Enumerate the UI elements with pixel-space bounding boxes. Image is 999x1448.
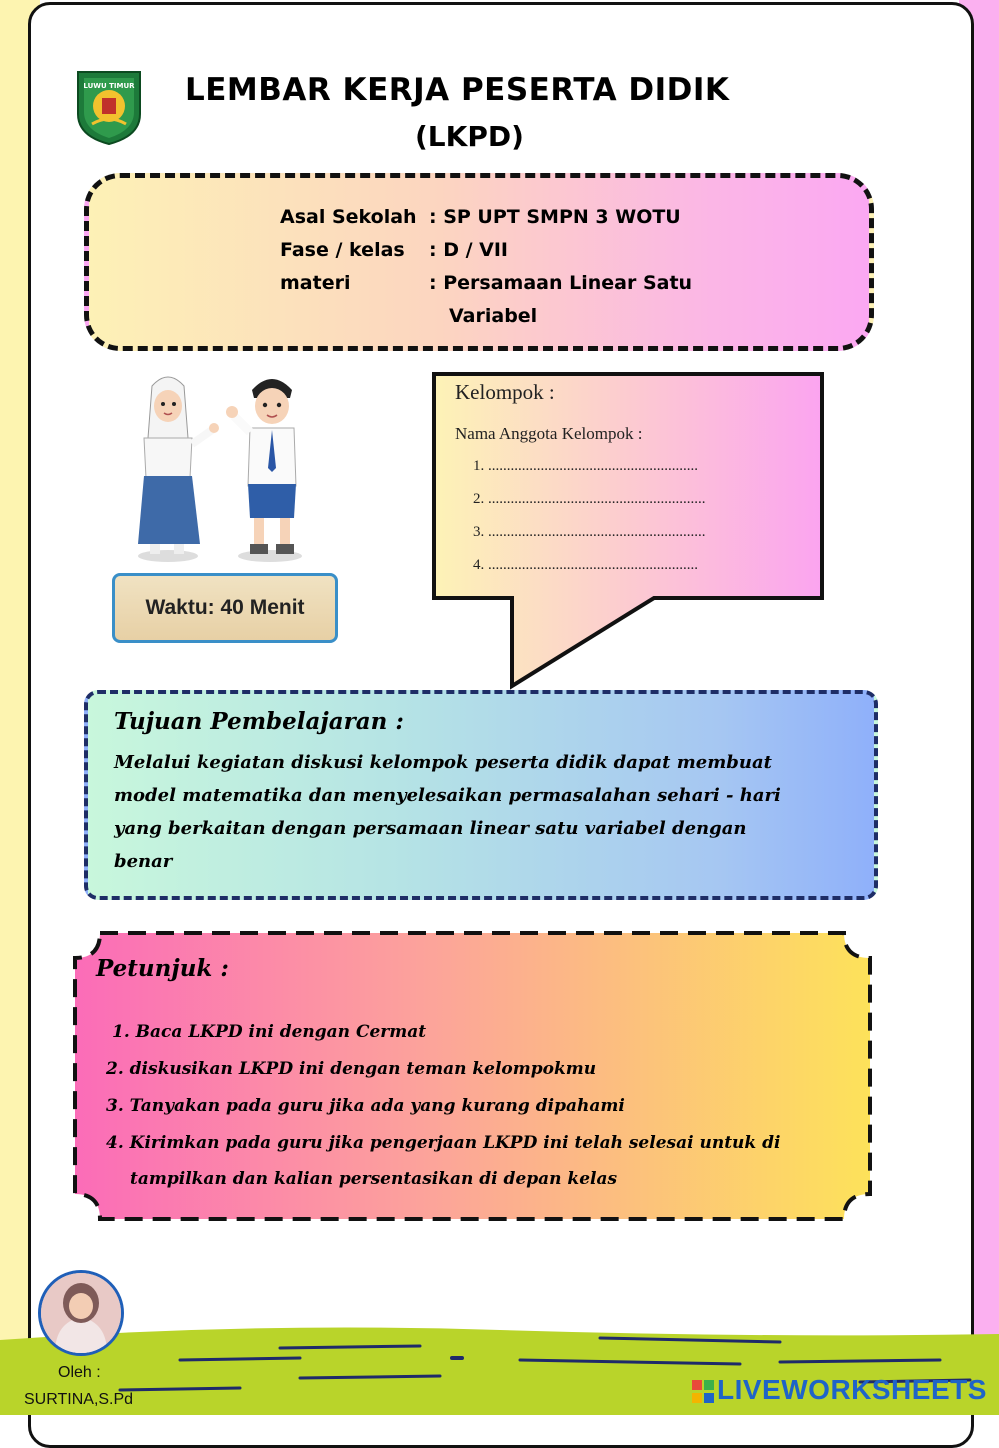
liveworksheets-text: LIVEWORKSHEETS (717, 1374, 987, 1405)
school-label: Asal Sekolah (280, 206, 417, 228)
members-label: Nama Anggota Kelompok : (455, 424, 643, 443)
author-name: SURTINA,S.Pd (24, 1391, 134, 1408)
class-value: : D / VII (429, 239, 508, 261)
liveworksheets-brand[interactable] (692, 1374, 987, 1406)
material-value: : Persamaan Linear Satu (429, 272, 693, 294)
page-subtitle: (LKPD) (415, 120, 524, 153)
students-illustration (130, 368, 320, 568)
objective-title: Tujuan Pembelajaran : (114, 708, 404, 735)
class-label: Fase / kelas (280, 239, 405, 261)
learning-objective-box (84, 690, 878, 900)
svg-text:LUWU TIMUR: LUWU TIMUR (83, 82, 135, 90)
member-line-2[interactable]: 2. .......................................................... (473, 491, 706, 507)
school-value: : SP UPT SMPN 3 WOTU (429, 206, 681, 228)
luwu-timur-logo-icon (72, 66, 146, 146)
school-info-box (84, 173, 874, 351)
instruction-item-1: 1. Baca LKPD ini dengan Cermat (112, 1022, 427, 1042)
member-line-4[interactable]: 4. ........................................................ (473, 557, 698, 573)
instruction-item-3: 3. Tanyakan pada guru jika ada yang kurang dipahami (106, 1096, 625, 1116)
objective-line-2: model matematika dan menyelesaikan permasalahan sehari - hari (114, 785, 781, 806)
time-label-box: Waktu: 40 Menit (112, 573, 338, 643)
objective-line-1: Melalui kegiatan diskusi kelompok peserta didik dapat membuat (114, 752, 772, 773)
page-title: LEMBAR KERJA PESERTA DIDIK (185, 72, 730, 108)
member-line-3[interactable]: 3. .......................................................... (473, 524, 706, 540)
instruction-item-4: 4. Kirimkan pada guru jika pengerjaan LKPD ini telah selesai untuk di (106, 1133, 781, 1153)
instruction-item-2: 2. diskusikan LKPD ini dengan teman kelompokmu (106, 1059, 597, 1079)
objective-line-4: benar (114, 851, 173, 872)
member-line-1[interactable]: 1. ........................................................ (473, 458, 698, 474)
objective-line-3: yang berkaitan dengan persamaan linear satu variabel dengan (114, 818, 747, 839)
author-avatar (38, 1270, 124, 1356)
group-label: Kelompok : (455, 380, 555, 404)
material-label: materi (280, 272, 351, 294)
material-value-continued: Variabel (449, 305, 538, 327)
instruction-item-4-continued: tampilkan dan kalian persentasikan di depan kelas (130, 1169, 618, 1189)
by-label: Oleh : (58, 1364, 101, 1381)
liveworksheets-logo-icon (692, 1380, 714, 1404)
author-photo-icon (41, 1273, 121, 1353)
instructions-title: Petunjuk : (96, 955, 229, 982)
